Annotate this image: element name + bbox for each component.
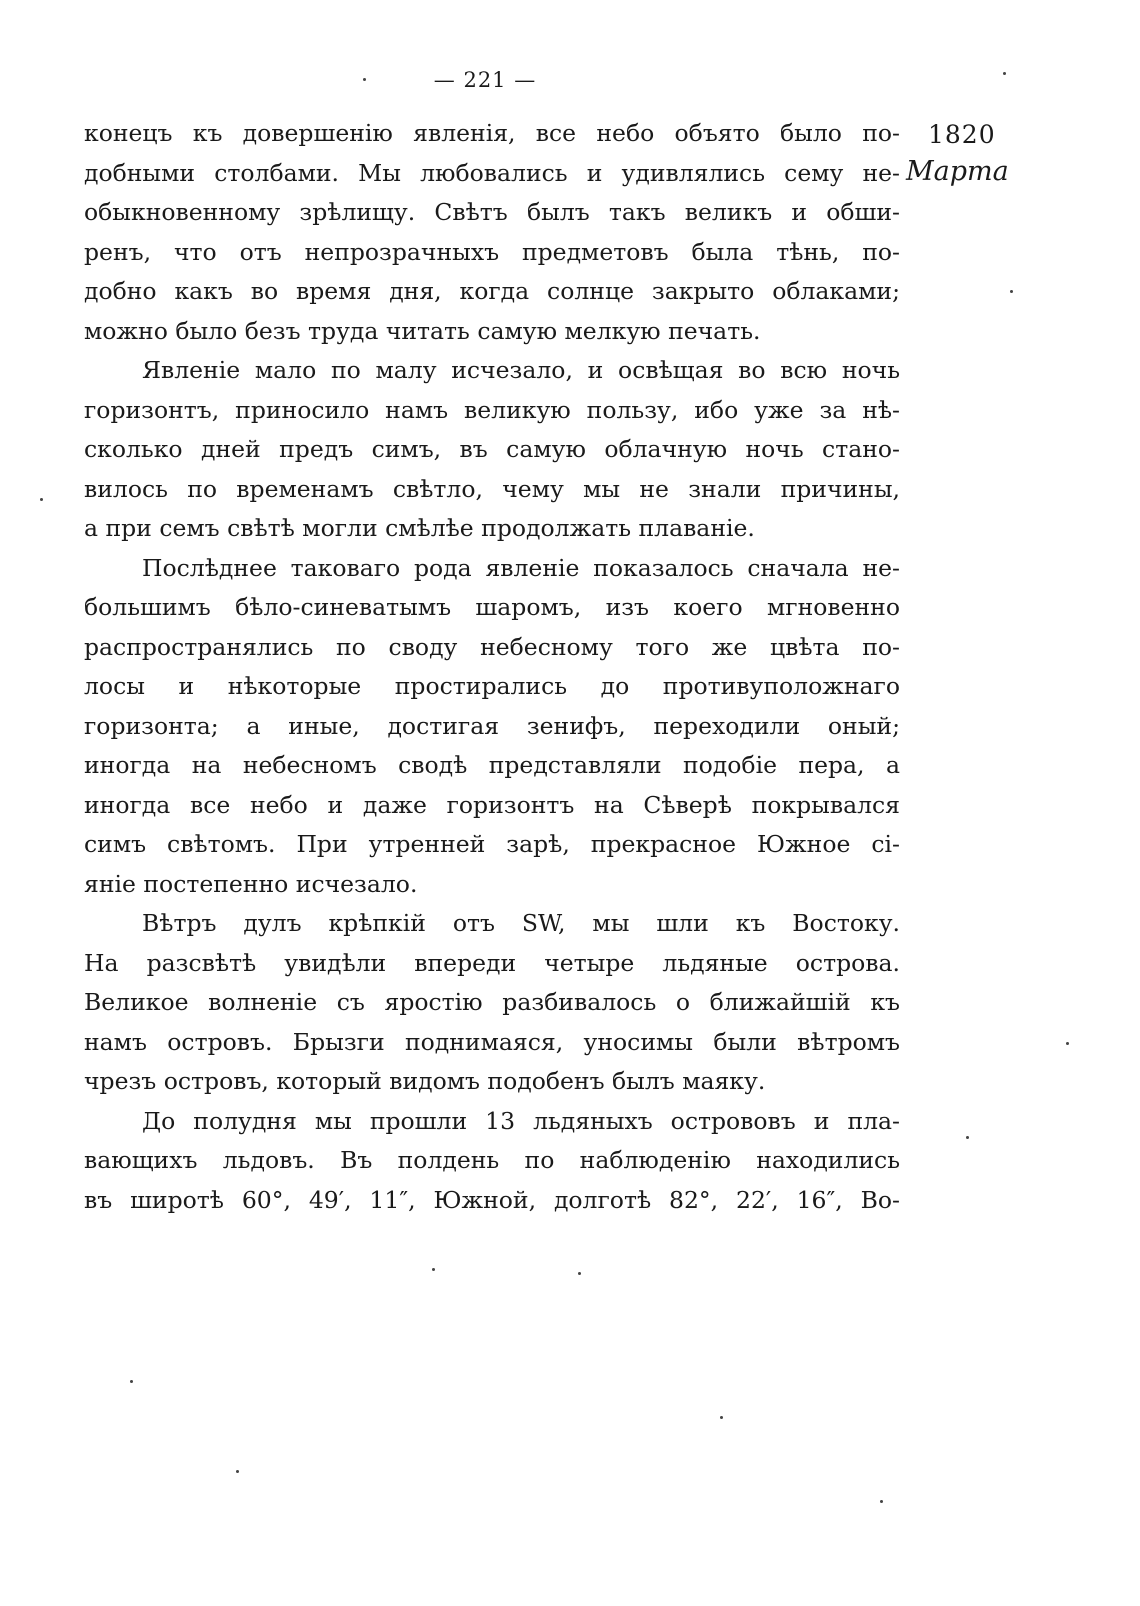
text-line: лосы и нѣкоторые простирались до противуположнаго	[84, 672, 900, 700]
scan-speck	[40, 498, 43, 501]
text-line: обыкновенному зрѣлищу. Свѣтъ былъ такъ великъ и обши-	[84, 198, 900, 226]
text-line: намъ островъ. Брызги поднимаяся, уносимы были вѣтромъ	[84, 1027, 900, 1056]
text-line: большимъ бѣло-синеватымъ шаромъ, изъ коего мгновенно	[84, 593, 900, 621]
text-line: горизонтъ, приносило намъ великую пользу, ибо уже за нѣ-	[84, 395, 900, 424]
text-line: На разсвѣтѣ увидѣли впереди четыре льдяные острова.	[84, 948, 900, 977]
scan-speck	[720, 1416, 723, 1419]
scan-speck	[1066, 1042, 1069, 1045]
paragraph-5	[84, 1102, 900, 1221]
text-line: Великое волненіе съ яростію разбивалось о ближайшій къ	[84, 988, 900, 1016]
paragraph-3	[84, 549, 900, 905]
margin-note-year: 1820	[928, 120, 996, 149]
scan-speck	[236, 1470, 239, 1473]
text-line: чрезъ островъ, который видомъ подобенъ былъ маяку.	[84, 1067, 766, 1095]
scan-speck	[880, 1500, 883, 1503]
scan-speck	[130, 1380, 133, 1383]
text-line: вающихъ льдовъ. Въ полдень по наблюденію находились	[84, 1146, 900, 1174]
page-number: — 221 —	[433, 68, 537, 92]
text-line: Послѣднее таковаго рода явленіе показалось сначала не-	[142, 553, 900, 582]
text-line: распространялись по своду небесному того же цвѣта по-	[84, 632, 900, 661]
body-text	[84, 114, 900, 1220]
text-line: въ широтѣ 60°, 49′, 11″, Южной, долготѣ 82°, 22′, 16″, Во-	[84, 1185, 900, 1214]
paragraph-4	[84, 904, 900, 1102]
text-line: добными столбами. Мы любовались и удивлялись сему не-	[84, 158, 900, 187]
text-line: Вѣтръ дулъ крѣпкій отъ SW, мы шли къ Востоку.	[142, 909, 900, 937]
text-line: яніе постепенно исчезало.	[84, 869, 418, 898]
scan-speck	[432, 1268, 435, 1271]
text-line: сколько дней предъ симъ, въ самую облачную ночь стано-	[84, 435, 900, 463]
text-line: иногда все небо и даже горизонтъ на Сѣверѣ покрывался	[84, 790, 900, 819]
scan-speck	[1010, 290, 1013, 293]
text-line: иногда на небесномъ сводѣ представляли подобіе пера, а	[84, 751, 900, 779]
scan-speck	[1003, 72, 1006, 75]
text-line: а при семъ свѣтѣ могли смѣлѣе продолжать плаваніе.	[84, 514, 755, 542]
text-line: До полудня мы прошли 13 льдяныхъ острововъ и пла-	[142, 1106, 900, 1135]
text-line: горизонта; а иные, достигая зенифъ, переходили оный;	[84, 711, 900, 740]
text-line: ренъ, что отъ непрозрачныхъ предметовъ была тѣнь, по-	[84, 237, 900, 266]
scan-speck	[578, 1272, 581, 1275]
margin-note-month: Марта	[906, 156, 1009, 187]
text-line: симъ свѣтомъ. При утренней зарѣ, прекрасное Южное сі-	[84, 830, 900, 858]
paragraph-1	[84, 114, 900, 351]
text-line: Явленіе мало по малу исчезало, и освѣщая во всю ночь	[142, 356, 900, 384]
paragraph-2	[84, 351, 900, 549]
scan-speck	[966, 1136, 969, 1139]
text-line: добно какъ во время дня, когда солнце закрыто облаками;	[84, 277, 900, 305]
text-line: можно было безъ труда читать самую мелкую печать.	[84, 316, 761, 345]
scan-speck	[363, 78, 366, 81]
text-line: вилось по временамъ свѣтло, чему мы не знали причины,	[84, 474, 900, 503]
text-line: конецъ къ довершенію явленія, все небо объято было по-	[84, 119, 900, 147]
